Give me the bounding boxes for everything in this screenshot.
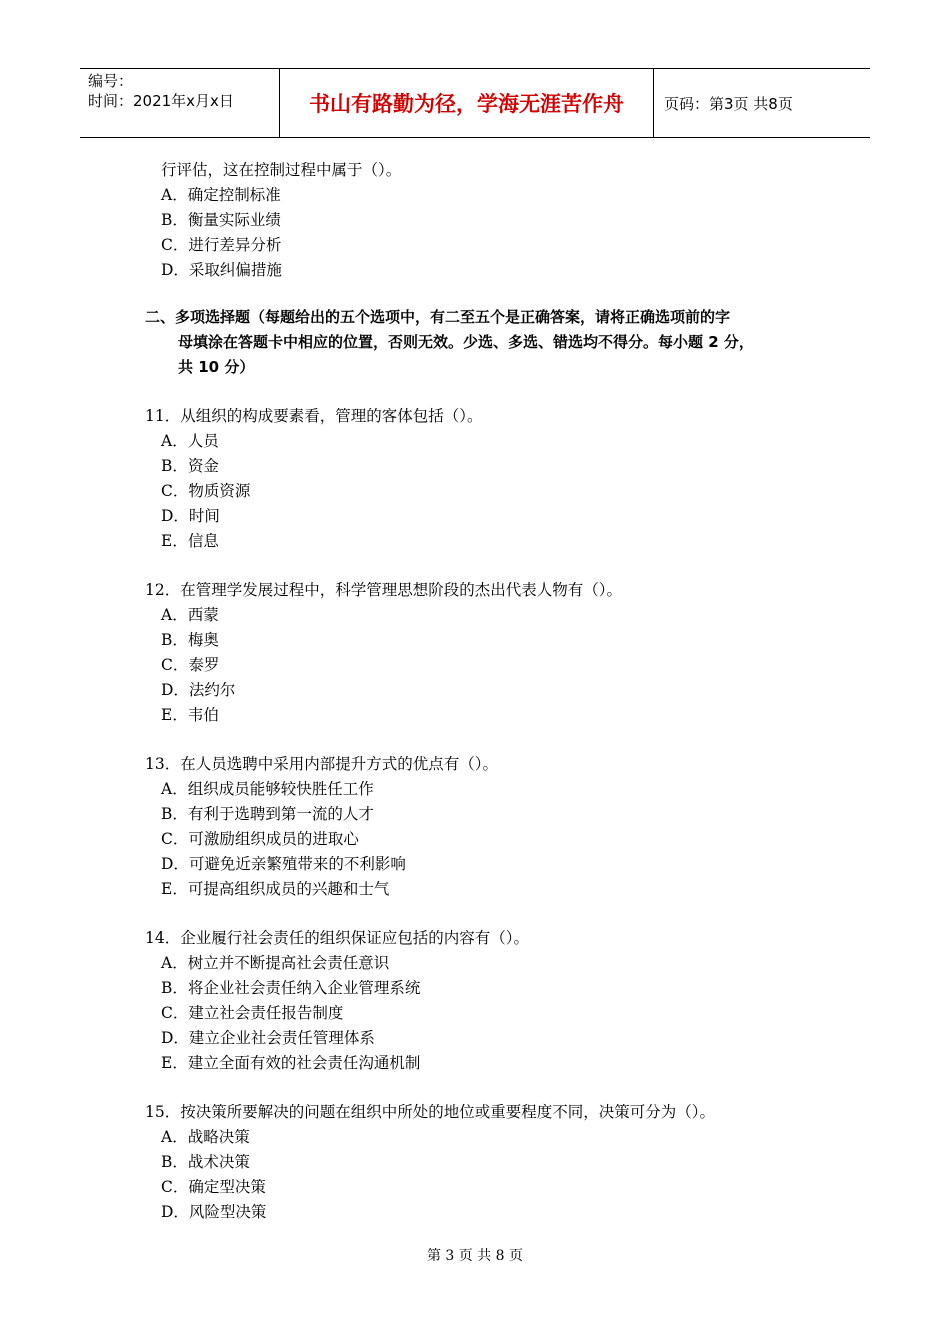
option: C．建立社会责任报告制度 <box>161 1004 344 1022</box>
option: A．西蒙 <box>161 606 219 624</box>
option: E．建立全面有效的社会责任沟通机制 <box>161 1054 421 1072</box>
number-label: 编号： <box>88 72 134 90</box>
option: A．确定控制标准 <box>161 186 281 204</box>
page-footer: 第 3 页 共 8 页 <box>426 1248 524 1264</box>
header-meta <box>80 69 280 137</box>
question-14 <box>145 926 825 1076</box>
question-13 <box>145 752 825 902</box>
section-title-line2: 母填涂在答题卡中相应的位置，否则无效。少选、多选、错选均不得分。每小题 2 分， <box>178 333 754 351</box>
option: C．确定型决策 <box>161 1178 266 1196</box>
option: A．战略决策 <box>161 1128 250 1146</box>
option: D．风险型决策 <box>161 1203 267 1221</box>
header-page-label: 页码：第3页 共8页 <box>664 94 793 113</box>
question-stem: 12．在管理学发展过程中，科学管理思想阶段的杰出代表人物有（）。 <box>145 581 622 599</box>
question-stem: 11．从组织的构成要素看，管理的客体包括（）。 <box>145 407 483 425</box>
option: B．战术决策 <box>161 1153 250 1171</box>
option: E．信息 <box>161 532 219 550</box>
question-15 <box>145 1100 825 1225</box>
option: B．资金 <box>161 457 219 475</box>
option: B．有利于选聘到第一流的人才 <box>161 805 374 823</box>
option: A．人员 <box>161 432 219 450</box>
option: D．建立企业社会责任管理体系 <box>161 1029 375 1047</box>
option: C．进行差异分析 <box>161 236 282 254</box>
option: B．将企业社会责任纳入企业管理系统 <box>161 979 421 997</box>
option: A．树立并不断提高社会责任意识 <box>161 954 390 972</box>
question-stem: 14．企业履行社会责任的组织保证应包括的内容有（）。 <box>145 929 529 947</box>
page-header <box>80 68 870 138</box>
question-stem: 13．在人员选聘中采用内部提升方式的优点有（）。 <box>145 755 498 773</box>
document-body <box>145 158 825 1225</box>
option: B．梅奥 <box>161 631 219 649</box>
option: D．法约尔 <box>161 681 236 699</box>
section-title <box>145 305 825 380</box>
option: C．泰罗 <box>161 656 220 674</box>
option: C．可激励组织成员的进取心 <box>161 830 359 848</box>
question-11 <box>145 404 825 554</box>
option: B．衡量实际业绩 <box>161 211 281 229</box>
question-stem: 15．按决策所要解决的问题在组织中所处的地位或重要程度不同，决策可分为（）。 <box>145 1103 715 1121</box>
section-title-line1: 二、多项选择题（每题给出的五个选项中，有二至五个是正确答案，请将正确选项前的字 <box>145 308 731 326</box>
option: D．可避免近亲繁殖带来的不利影响 <box>161 855 406 873</box>
time-label: 时间：2021年x月x日 <box>88 92 234 110</box>
option: E．韦伯 <box>161 706 219 724</box>
header-motto: 书山有路勤为径，学海无涯苦作舟 <box>280 69 654 137</box>
option: D．采取纠偏措施 <box>161 261 282 279</box>
continuation-text: 行评估，这在控制过程中属于（）。 <box>161 161 402 179</box>
option: E．可提高组织成员的兴趣和士气 <box>161 880 390 898</box>
question-12 <box>145 578 825 728</box>
option: C．物质资源 <box>161 482 251 500</box>
option: A．组织成员能够较快胜任工作 <box>161 780 374 798</box>
section-title-line3: 共 10 分） <box>178 358 255 376</box>
option: D．时间 <box>161 507 220 525</box>
